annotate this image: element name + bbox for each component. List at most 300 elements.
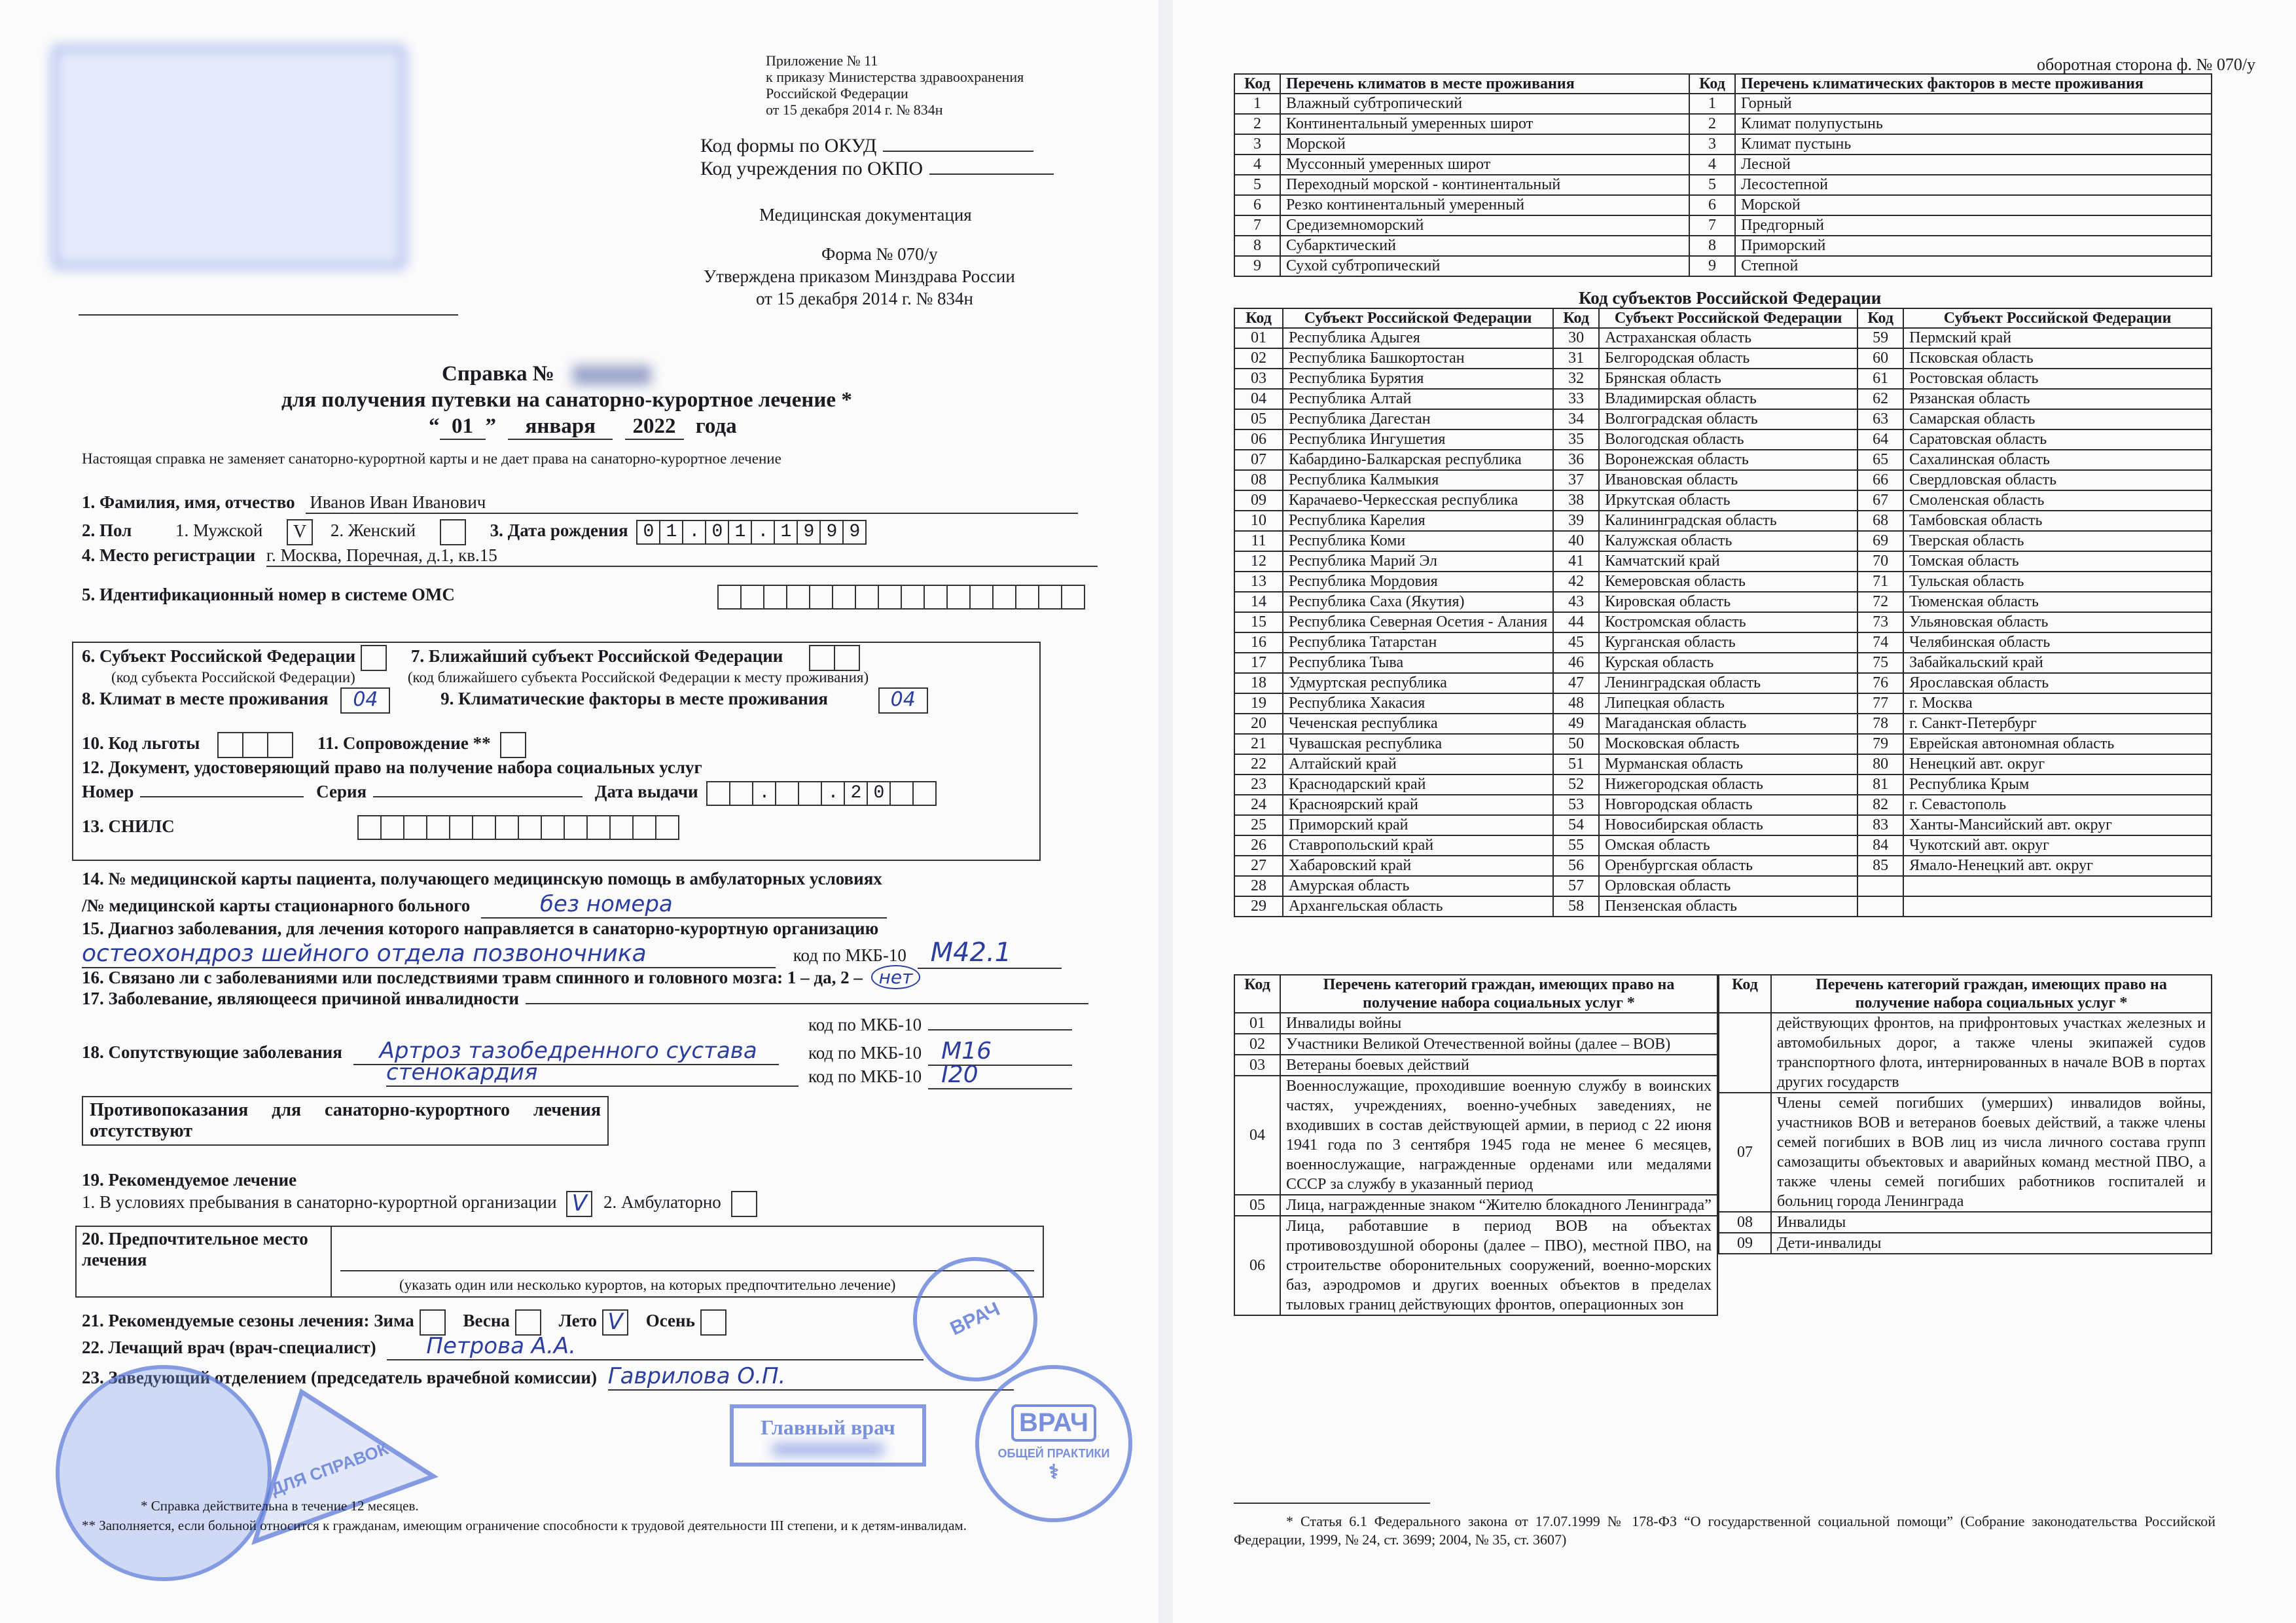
region-row xyxy=(1234,369,2212,389)
climate-name: Средиземноморский xyxy=(1280,215,1689,236)
climate-code: 6 xyxy=(1234,195,1280,215)
factor-name: Горный xyxy=(1735,94,2212,114)
region-code: 38 xyxy=(1553,490,1599,511)
region-code: 24 xyxy=(1234,795,1283,815)
season-spring-checkbox[interactable] xyxy=(515,1309,541,1336)
digit-cell[interactable]: 2 xyxy=(844,781,868,806)
field-diagnosis: 15. Диагноз заболевания, для лечения которого направляется в санаторно-курортную организацию xyxy=(82,919,879,938)
region-row xyxy=(1234,896,2212,917)
factor-name: Морской xyxy=(1735,195,2212,215)
digit-cell[interactable]: . xyxy=(682,520,706,545)
climate-name: Муссонный умеренных широт xyxy=(1280,155,1689,175)
region-code: 34 xyxy=(1553,409,1599,429)
region-row xyxy=(1234,653,2212,673)
region-code: 63 xyxy=(1857,409,1903,429)
climate-row xyxy=(1234,94,2212,114)
region-code: 17 xyxy=(1234,653,1283,673)
cat-col-code: Код xyxy=(1234,975,1280,1013)
climate-code: 5 xyxy=(1234,175,1280,195)
cat-code: 04 xyxy=(1234,1076,1280,1195)
digit-cell[interactable] xyxy=(518,815,542,840)
region-name: Кабардино-Балкарская республика xyxy=(1283,450,1553,470)
region-code: 26 xyxy=(1234,835,1283,856)
digit-cell[interactable] xyxy=(878,585,902,610)
region-code: 55 xyxy=(1553,835,1599,856)
climate-name: Переходный морской - континентальный xyxy=(1280,175,1689,195)
digit-cell[interactable] xyxy=(717,585,742,610)
digit-cell[interactable] xyxy=(969,585,994,610)
region-name: Республика Северная Осетия - Алания xyxy=(1283,612,1553,632)
region-row xyxy=(1234,328,2212,348)
region-row xyxy=(1234,876,2212,896)
digit-cell[interactable] xyxy=(763,585,787,610)
nearest-region-box[interactable] xyxy=(809,645,835,671)
digit-cell[interactable]: 1 xyxy=(774,520,798,545)
cat-code: 09 xyxy=(1719,1233,1771,1254)
region-code: 51 xyxy=(1553,754,1599,775)
region-code: 12 xyxy=(1234,551,1283,572)
form-back-page xyxy=(1173,0,2296,1623)
region-name xyxy=(1903,876,2212,896)
climate-row xyxy=(1234,175,2212,195)
region-code: 64 xyxy=(1857,429,1903,450)
region-code xyxy=(1857,876,1903,896)
category-row xyxy=(1234,1013,1717,1034)
region-code: 35 xyxy=(1553,429,1599,450)
region-name: Вологодская область xyxy=(1599,429,1857,450)
factor-code: 1 xyxy=(1689,94,1735,114)
region-code: 23 xyxy=(1234,775,1283,795)
region-row xyxy=(1234,775,2212,795)
digit-cell[interactable] xyxy=(357,815,382,840)
field-recommended: 19. Рекомендуемое лечение xyxy=(82,1170,297,1190)
region-row xyxy=(1234,470,2212,490)
digit-cell[interactable] xyxy=(632,815,656,840)
region-code: 02 xyxy=(1234,348,1283,369)
region-name: Мурманская область xyxy=(1599,754,1857,775)
category-row xyxy=(1719,1212,2212,1233)
doctor-stamp-round-2: ВРАЧ xyxy=(893,1237,1058,1402)
region-name xyxy=(1903,896,2212,917)
region-name: Рязанская область xyxy=(1903,389,2212,409)
region-name: Республика Карелия xyxy=(1283,511,1553,531)
contraindications-box: Противопоказания для санаторно-курортного лечения отсутствуют xyxy=(82,1096,609,1146)
climate-code: 4 xyxy=(1234,155,1280,175)
region-name: Удмуртская республика xyxy=(1283,673,1553,693)
climate-col-code: Код xyxy=(1234,74,1280,94)
region-code: 72 xyxy=(1857,592,1903,612)
digit-cell[interactable] xyxy=(775,781,799,806)
region-name: Республика Башкортостан xyxy=(1283,348,1553,369)
digit-cell[interactable]: 0 xyxy=(636,520,660,545)
region-name: Ростовская область xyxy=(1903,369,2212,389)
regions-col-name: Субъект Российской Федерации xyxy=(1903,308,2212,328)
region-name: Тамбовская область xyxy=(1903,511,2212,531)
digit-cell[interactable]: 0 xyxy=(867,781,891,806)
climate-name: Резко континентальный умеренный xyxy=(1280,195,1689,215)
climate-name: Влажный субтропический xyxy=(1280,94,1689,114)
region-code: 47 xyxy=(1553,673,1599,693)
season-winter-checkbox[interactable] xyxy=(420,1309,446,1336)
digit-cell[interactable] xyxy=(729,781,753,806)
region-code: 84 xyxy=(1857,835,1903,856)
region-code: 70 xyxy=(1857,551,1903,572)
sex-female-checkbox[interactable] xyxy=(440,519,466,545)
digit-cell[interactable] xyxy=(1061,585,1085,610)
region-name: Челябинская область xyxy=(1903,632,2212,653)
region-code: 11 xyxy=(1234,531,1283,551)
region-name: Омская область xyxy=(1599,835,1857,856)
field-full-name: 1. Фамилия, имя, отчество Иванов Иван Иванович xyxy=(82,492,1078,514)
doctor-stamp-round: ВРАЧ ОБЩЕЙ ПРАКТИКИ ⚕ xyxy=(975,1365,1132,1522)
region-name: Кемеровская область xyxy=(1599,572,1857,592)
cat-name: Ветераны боевых действий xyxy=(1280,1055,1717,1076)
region-name: Хабаровский край xyxy=(1283,856,1553,876)
digit-cell[interactable] xyxy=(586,815,611,840)
field-region: 6. Субъект Российской Федерации 7. Ближайший субъект Российской Федерации xyxy=(82,645,860,671)
region-code: 83 xyxy=(1857,815,1903,835)
region-code: 27 xyxy=(1234,856,1283,876)
climate-name: Континентальный умеренных широт xyxy=(1280,114,1689,134)
climate-name: Морской xyxy=(1280,134,1689,155)
digit-cell[interactable] xyxy=(1015,585,1039,610)
region-name: Ставропольский край xyxy=(1283,835,1553,856)
category-row xyxy=(1234,1076,1717,1195)
region-code: 81 xyxy=(1857,775,1903,795)
approved-line-2: от 15 декабря 2014 г. № 834н xyxy=(756,289,974,308)
region-name: Новосибирская область xyxy=(1599,815,1857,835)
digit-cell[interactable] xyxy=(809,585,833,610)
digit-cell[interactable] xyxy=(912,781,937,806)
region-code: 22 xyxy=(1234,754,1283,775)
sex-male-checkbox[interactable]: V xyxy=(287,519,313,545)
digit-cell[interactable] xyxy=(992,585,1016,610)
climate-row xyxy=(1234,155,2212,175)
field-doctor: 22. Лечащий врач (врач-специалист) Петрова А.А. xyxy=(82,1333,924,1360)
digit-cell[interactable] xyxy=(380,815,404,840)
digit-cell[interactable] xyxy=(924,585,948,610)
region-row xyxy=(1234,450,2212,470)
region-name: Республика Алтай xyxy=(1283,389,1553,409)
region-code: 41 xyxy=(1553,551,1599,572)
cat-code: 06 xyxy=(1234,1216,1280,1315)
mkb-17: код по МКБ-10 xyxy=(808,1015,1072,1035)
field-comorbid-2: стенокардия xyxy=(386,1059,798,1087)
factor-col-name: Перечень климатических факторов в месте проживания xyxy=(1735,74,2212,94)
digit-cell[interactable] xyxy=(946,585,971,610)
okud-row: Код формы по ОКУД xyxy=(700,135,1033,157)
factor-name: Степной xyxy=(1735,256,2212,276)
back-header: оборотная сторона ф. № 070/у xyxy=(2037,55,2256,74)
benefit-code-box[interactable] xyxy=(242,732,268,758)
region-code: 65 xyxy=(1857,450,1903,470)
region-code: 15 xyxy=(1234,612,1283,632)
form-number: Форма № 070/у xyxy=(821,244,938,264)
category-row xyxy=(1234,1216,1717,1315)
field-oms: 5. Идентификационный номер в системе ОМС xyxy=(82,585,455,604)
climate-code-box[interactable]: 04 xyxy=(340,687,390,714)
treatment-sanatorium-checkbox[interactable]: V xyxy=(566,1191,592,1217)
digit-cell[interactable]: . xyxy=(751,520,775,545)
climate-row xyxy=(1234,195,2212,215)
cat-name: Участники Великой Отечественной войны (далее – ВОВ) xyxy=(1280,1034,1717,1055)
region-code: 19 xyxy=(1234,693,1283,714)
region-code: 48 xyxy=(1553,693,1599,714)
region-name: Республика Мордовия xyxy=(1283,572,1553,592)
categories-table-right xyxy=(1718,974,2212,1254)
season-autumn-checkbox[interactable] xyxy=(700,1309,726,1336)
cat-code: 07 xyxy=(1719,1093,1771,1212)
footnote-escort: ** Заполняется, если больной относится к гражданам, имеющим ограничение способности к трудовой деятельности III степени, и к детям-инвалидам. xyxy=(82,1518,967,1533)
factor-col-code: Код xyxy=(1689,74,1735,94)
issue-date-cells[interactable] xyxy=(708,781,937,806)
cat-name-continued: действующих фронтов, на прифронтовых участках железных и автомобильных дорог, а также члены экипажей судов транспортного флота, интернированных в начале ВОВ в портах других государств xyxy=(1771,1013,2212,1093)
region-code: 29 xyxy=(1234,896,1283,917)
region-code: 54 xyxy=(1553,815,1599,835)
region-code: 25 xyxy=(1234,815,1283,835)
region-row xyxy=(1234,693,2212,714)
region-code: 06 xyxy=(1234,429,1283,450)
cat-name: Военнослужащие, проходившие военную службу в воинских частях, учреждениях, военно-учебных заведениях, не входивших в состав действующей армии, в период с 22 июня 1941 года по 3 сентября 1945 года не менее 6 месяцев, военнослужащие, награжденные орденами или медалями СССР за службу в указанный период xyxy=(1280,1076,1717,1195)
digit-cell[interactable]: 1 xyxy=(659,520,683,545)
region-row xyxy=(1234,754,2212,775)
region-name: Чукотский авт. округ xyxy=(1903,835,2212,856)
field-registration: 4. Место регистрации г. Москва, Поречная, д.1, кв.15 xyxy=(82,545,1098,567)
cat-name: Лица, награжденные знаком “Жителю блокадного Ленинграда” xyxy=(1280,1195,1717,1216)
region-name: Нижегородская область xyxy=(1599,775,1857,795)
region-name: Чеченская республика xyxy=(1283,714,1553,734)
snils-cells[interactable] xyxy=(359,815,679,840)
digit-cell[interactable]: . xyxy=(752,781,776,806)
region-code: 73 xyxy=(1857,612,1903,632)
benefit-code-box[interactable] xyxy=(267,732,293,758)
cat-code: 08 xyxy=(1719,1212,1771,1233)
region-row xyxy=(1234,795,2212,815)
digit-cell[interactable]: 9 xyxy=(797,520,821,545)
region-name: Ненецкий авт. округ xyxy=(1903,754,2212,775)
region-name: Республика Бурятия xyxy=(1283,369,1553,389)
region-name: Забайкальский край xyxy=(1903,653,2212,673)
regions-col-code: Код xyxy=(1857,308,1903,328)
oms-cells[interactable] xyxy=(719,585,1085,610)
digit-cell[interactable] xyxy=(472,815,496,840)
region-code: 36 xyxy=(1553,450,1599,470)
region-code: 05 xyxy=(1234,409,1283,429)
factor-name: Лесостепной xyxy=(1735,175,2212,195)
region-code: 31 xyxy=(1553,348,1599,369)
digit-cell[interactable] xyxy=(426,815,450,840)
region-name: Карачаево-Черкесская республика xyxy=(1283,490,1553,511)
region-name: Республика Татарстан xyxy=(1283,632,1553,653)
region-name: Республика Хакасия xyxy=(1283,693,1553,714)
digit-cell[interactable] xyxy=(706,781,730,806)
benefit-code-box[interactable] xyxy=(217,732,243,758)
climate-table xyxy=(1234,73,2212,277)
treatment-outpatient-checkbox[interactable] xyxy=(731,1191,757,1217)
region-name: Томская область xyxy=(1903,551,2212,572)
digit-cell[interactable] xyxy=(495,815,519,840)
region-code: 69 xyxy=(1857,531,1903,551)
digit-cell[interactable] xyxy=(655,815,679,840)
digit-cell[interactable]: 9 xyxy=(842,520,867,545)
region-hints: (код субъекта Российской Федерации) (код ближайшего субъекта Российской Федерации к месту проживания) xyxy=(111,669,869,685)
region-name: Чувашская республика xyxy=(1283,734,1553,754)
field-card-number-2: /№ медицинской карты стационарного больного без номера xyxy=(82,891,887,919)
field-sex: 2. Пол 1. Мужской V 2. Женский 3. Дата рождения 0 1 . 0 1 . 1 9 9 9 xyxy=(82,519,867,545)
region-code: 78 xyxy=(1857,714,1903,734)
region-code: 42 xyxy=(1553,572,1599,592)
digit-cell[interactable] xyxy=(609,815,634,840)
region-name: Тюменская область xyxy=(1903,592,2212,612)
region-row xyxy=(1234,673,2212,693)
digit-cell[interactable] xyxy=(901,585,925,610)
region-name: г. Санкт-Петербург xyxy=(1903,714,2212,734)
climate-code: 1 xyxy=(1234,94,1280,114)
appendix-block: Приложение № 11 к приказу Министерства здравоохранения Российской Федерации от 15 декабря 2014 г. № 834н xyxy=(766,52,1024,118)
region-code: 10 xyxy=(1234,511,1283,531)
mkb-18-1: код по МКБ-10 M16 xyxy=(808,1038,1072,1066)
climate-code: 2 xyxy=(1234,114,1280,134)
region-name: Белгородская область xyxy=(1599,348,1857,369)
climate-factor-box[interactable]: 04 xyxy=(878,687,928,714)
region-code: 67 xyxy=(1857,490,1903,511)
disclaimer: Настоящая справка не заменяет санаторно-курортной карты и не дает права на санаторно-курортное лечение xyxy=(82,450,781,467)
region-code: 16 xyxy=(1234,632,1283,653)
digit-cell[interactable]: 0 xyxy=(705,520,729,545)
field-disability: 17. Заболевание, являющееся причиной инвалидности xyxy=(82,989,1088,1009)
digit-cell[interactable] xyxy=(449,815,473,840)
region-name: Красноярский край xyxy=(1283,795,1553,815)
region-name: Волгоградская область xyxy=(1599,409,1857,429)
region-name: Архангельская область xyxy=(1283,896,1553,917)
region-code: 79 xyxy=(1857,734,1903,754)
region-name: Тульская область xyxy=(1903,572,2212,592)
region-code: 30 xyxy=(1553,328,1599,348)
region-code: 43 xyxy=(1553,592,1599,612)
region-name: Саратовская область xyxy=(1903,429,2212,450)
digit-cell[interactable] xyxy=(1038,585,1062,610)
region-name: Алтайский край xyxy=(1283,754,1553,775)
digit-cell[interactable] xyxy=(740,585,764,610)
region-code: 59 xyxy=(1857,328,1903,348)
region-name: Республика Коми xyxy=(1283,531,1553,551)
region-code: 50 xyxy=(1553,734,1599,754)
cat-name: Инвалиды xyxy=(1771,1212,2212,1233)
preferred-place-hint: (указать один или несколько курортов, на которых предпочтительно лечение) xyxy=(399,1277,896,1293)
field-snils: 13. СНИЛС xyxy=(82,816,175,836)
climate-name: Субарктический xyxy=(1280,236,1689,256)
factor-name: Климат полупустынь xyxy=(1735,114,2212,134)
factor-code: 7 xyxy=(1689,215,1735,236)
field-card-number: 14. № медицинской карты пациента, получающего медицинскую помощь в амбулаторных условиях xyxy=(82,869,882,888)
region-name: Владимирская область xyxy=(1599,389,1857,409)
field-benefit: 10. Код льготы 11. Сопровождение ** xyxy=(82,732,526,758)
region-code: 68 xyxy=(1857,511,1903,531)
region-code: 58 xyxy=(1553,896,1599,917)
digit-cell[interactable] xyxy=(564,815,588,840)
region-code-box[interactable] xyxy=(361,645,387,671)
escort-box[interactable] xyxy=(500,732,526,758)
region-code: 04 xyxy=(1234,389,1283,409)
region-code: 14 xyxy=(1234,592,1283,612)
field-diagnosis-value: остеохондроз шейного отдела позвоночника код по МКБ-10 M42.1 xyxy=(82,938,1062,969)
regions-col-code: Код xyxy=(1234,308,1283,328)
region-name: Республика Ингушетия xyxy=(1283,429,1553,450)
field-document-row: Номер Серия Дата выдачи . . 2 0 xyxy=(82,781,937,806)
digit-cell[interactable] xyxy=(889,781,914,806)
digit-cell[interactable] xyxy=(855,585,879,610)
region-name: Магаданская область xyxy=(1599,714,1857,734)
region-code: 28 xyxy=(1234,876,1283,896)
region-name: г. Москва xyxy=(1903,693,2212,714)
region-code: 75 xyxy=(1857,653,1903,673)
cat-code xyxy=(1719,1013,1771,1093)
region-name: г. Севастополь xyxy=(1903,795,2212,815)
region-code: 85 xyxy=(1857,856,1903,876)
climate-row xyxy=(1234,114,2212,134)
digit-cell[interactable] xyxy=(832,585,856,610)
region-code: 40 xyxy=(1553,531,1599,551)
region-name: Астраханская область xyxy=(1599,328,1857,348)
region-name: Пензенская область xyxy=(1599,896,1857,917)
region-code: 76 xyxy=(1857,673,1903,693)
region-name: Курская область xyxy=(1599,653,1857,673)
region-name: Калининградская область xyxy=(1599,511,1857,531)
region-row xyxy=(1234,815,2212,835)
region-name: Липецкая область xyxy=(1599,693,1857,714)
region-code: 46 xyxy=(1553,653,1599,673)
region-code: 08 xyxy=(1234,470,1283,490)
digit-cell[interactable]: 9 xyxy=(819,520,844,545)
region-row xyxy=(1234,734,2212,754)
digit-cell[interactable] xyxy=(403,815,427,840)
region-name: Самарская область xyxy=(1903,409,2212,429)
region-code: 60 xyxy=(1857,348,1903,369)
region-name: Калужская область xyxy=(1599,531,1857,551)
region-name: Ивановская область xyxy=(1599,470,1857,490)
footnote-law: * Статья 6.1 Федерального закона от 17.07.1999 № 178-ФЗ “О государственной социальной помощи” (Собрание законодательства Российской Федерации, 1999, № 24, ст. 3699; 2004, № 35, ст. 3607) xyxy=(1234,1513,2215,1548)
birth-date-cells[interactable] xyxy=(637,520,867,545)
digit-cell[interactable] xyxy=(541,815,565,840)
region-name: Оренбургская область xyxy=(1599,856,1857,876)
factor-code: 6 xyxy=(1689,195,1735,215)
nearest-region-box[interactable] xyxy=(834,645,860,671)
region-code: 82 xyxy=(1857,795,1903,815)
cat-code: 03 xyxy=(1234,1055,1280,1076)
region-code: 21 xyxy=(1234,734,1283,754)
region-code: 49 xyxy=(1553,714,1599,734)
region-code: 32 xyxy=(1553,369,1599,389)
category-row xyxy=(1719,1233,2212,1254)
category-row xyxy=(1234,1055,1717,1076)
digit-cell[interactable]: . xyxy=(821,781,845,806)
region-name: Республика Марий Эл xyxy=(1283,551,1553,572)
digit-cell[interactable] xyxy=(786,585,810,610)
regions-title: Код субъектов Российской Федерации xyxy=(1579,288,1882,308)
region-name: Костромская область xyxy=(1599,612,1857,632)
factor-code: 3 xyxy=(1689,134,1735,155)
region-row xyxy=(1234,389,2212,409)
region-code: 80 xyxy=(1857,754,1903,775)
season-summer-checkbox[interactable]: V xyxy=(602,1309,628,1336)
digit-cell[interactable]: 1 xyxy=(728,520,752,545)
region-code: 20 xyxy=(1234,714,1283,734)
factor-code: 2 xyxy=(1689,114,1735,134)
digit-cell[interactable] xyxy=(798,781,822,806)
preferred-place-input[interactable] xyxy=(340,1270,1034,1271)
factor-code: 8 xyxy=(1689,236,1735,256)
region-row xyxy=(1234,572,2212,592)
